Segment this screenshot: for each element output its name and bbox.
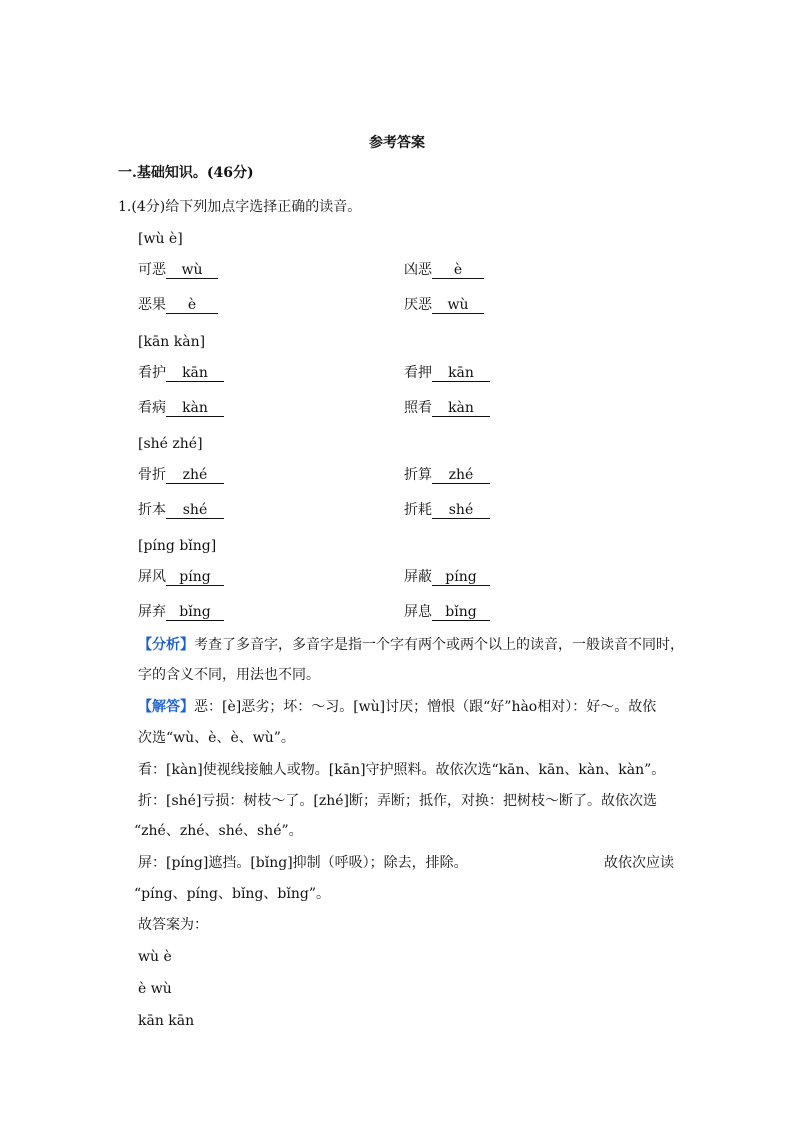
word: 屏息	[404, 604, 432, 620]
answer-line-2: è wù	[138, 981, 172, 997]
word: 看护	[138, 365, 166, 381]
answer-item	[138, 501, 224, 519]
word: 折耗	[404, 502, 432, 518]
answer-blank: wù	[432, 297, 484, 314]
analysis-line-1: 【分析】考查了多音字，多音字是指一个字有两个或两个以上的读音，一般读音不同时，	[138, 637, 684, 653]
word: 照看	[404, 400, 432, 416]
answer-blank: bǐng	[432, 604, 490, 621]
answer-item	[138, 466, 224, 484]
answer-item	[138, 568, 224, 586]
word: 折本	[138, 502, 166, 518]
solution-line-7: “píng、píng、bǐng、bǐng”。	[134, 886, 330, 902]
question-number: 1.	[118, 199, 132, 215]
word: 凶恶	[404, 262, 432, 278]
answer-item	[404, 399, 490, 417]
options-label: [shé zhé]	[138, 436, 203, 452]
answer-item	[138, 364, 224, 382]
word: 看押	[404, 365, 432, 381]
answer-blank: píng	[166, 569, 224, 586]
word: 骨折	[138, 467, 166, 483]
word: 屏风	[138, 569, 166, 585]
answer-blank: zhé	[166, 467, 224, 484]
word: 折算	[404, 467, 432, 483]
solution-line-6b: 故依次应读	[604, 855, 674, 871]
answer-blank: shé	[432, 502, 490, 519]
options-label: [kān kàn]	[138, 334, 206, 350]
answer-line-1: wù è	[138, 949, 172, 965]
answer-blank: zhé	[432, 467, 490, 484]
answer-label: 故答案为：	[138, 917, 208, 933]
analysis-tag: 【分析】	[138, 637, 194, 653]
answer-item	[404, 364, 490, 382]
answer-blank: wù	[166, 262, 218, 279]
answer-item	[138, 399, 224, 417]
options-label: [wù è]	[138, 231, 183, 247]
answer-blank: kān	[166, 365, 224, 382]
word: 屏弃	[138, 604, 166, 620]
word: 恶果	[138, 297, 166, 313]
answer-line-3: kān kān	[138, 1013, 195, 1029]
answer-item	[138, 296, 218, 314]
page-title: 参考答案	[369, 135, 425, 151]
solution-line-5: “zhé、zhé、shé、shé”。	[134, 823, 303, 839]
answer-item	[404, 568, 490, 586]
answer-blank: bǐng	[166, 604, 224, 621]
answer-item	[138, 603, 224, 621]
question-text: 给下列加点字选择正确的读音。	[165, 199, 362, 215]
word: 看病	[138, 400, 166, 416]
section-heading: 一.基础知识。(46分)	[118, 165, 254, 181]
answer-blank: è	[432, 262, 484, 279]
answer-item	[138, 261, 218, 279]
answer-blank: shé	[166, 502, 224, 519]
answer-blank: kàn	[166, 400, 224, 417]
question-score: (4分)	[131, 199, 166, 215]
answer-item	[404, 261, 484, 279]
answer-blank: kān	[432, 365, 490, 382]
solution-line-3: 看：[kàn]使视线接触人或物。[kān]守护照料。故依次选“kān、kān、kàn、kàn”。	[138, 762, 666, 778]
answer-item	[404, 296, 484, 314]
answer-blank: píng	[432, 569, 490, 586]
answer-blank: è	[166, 297, 218, 314]
answer-item	[404, 603, 490, 621]
analysis-line-2: 字的含义不同，用法也不同。	[138, 667, 320, 683]
answer-blank: kàn	[432, 400, 490, 417]
solution-line-4: 折：[shé]亏损：树枝～了。[zhé]断；弄断；抵作，对换：把树枝～断了。故依次选	[138, 793, 658, 809]
solution-line-6a: 屏：[píng]遮挡。[bǐng]抑制（呼吸）；除去，排除。	[138, 855, 468, 871]
answer-item	[404, 501, 490, 519]
word: 屏蔽	[404, 569, 432, 585]
question-1	[118, 198, 361, 216]
solution-line-2: 次选“wù、è、è、wù”。	[138, 730, 295, 746]
options-label: [píng bǐng]	[138, 538, 217, 554]
solution-tag: 【解答】	[138, 699, 194, 715]
answer-item	[404, 466, 490, 484]
solution-line-1: 【解答】恶：[è]恶劣；坏：～习。[wù]讨厌；憎恨（跟“好”hào相对）：好～。故依	[138, 699, 657, 715]
word: 可恶	[138, 262, 166, 278]
word: 厌恶	[404, 297, 432, 313]
